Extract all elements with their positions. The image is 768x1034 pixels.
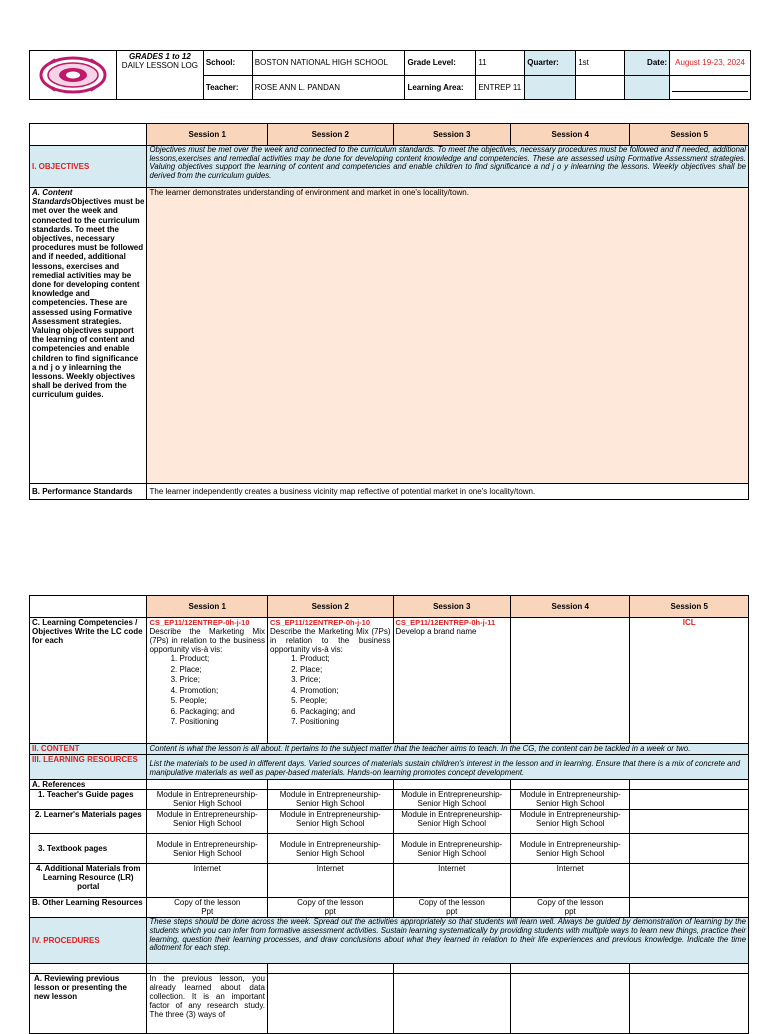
lc-session-2 <box>267 618 393 744</box>
ppt-text: ppt <box>446 907 458 916</box>
empty-cell <box>267 780 393 790</box>
module-cell: Module in Entrepreneurship-Senior High School <box>393 810 510 834</box>
list-item: 1. Product; <box>179 654 265 665</box>
header-table <box>29 50 751 100</box>
empty-cell <box>630 964 749 974</box>
empty-cell <box>393 964 510 974</box>
internet-cell: Internet <box>147 864 268 898</box>
empty-cell <box>525 75 576 100</box>
list-item: 2. Place; <box>300 665 391 676</box>
empty-cell <box>267 974 393 1034</box>
references-label: A. References <box>30 780 147 790</box>
ppt-text: ppt <box>324 907 336 916</box>
empty-cell <box>625 75 670 100</box>
session-header: Session 2 <box>267 596 393 618</box>
additional-materials-label: 4. Additional Materials from Learning Resource (LR) portal <box>30 864 147 898</box>
empty-cell <box>147 780 268 790</box>
copy-text: Copy of the lesson <box>418 898 485 907</box>
lc-code: CS_EP11/12ENTREP-0h-j-10 <box>149 618 250 627</box>
grades-label: GRADES 1 to 12 <box>128 52 191 61</box>
module-cell: Module in Entrepreneurship-Senior High School <box>510 790 629 810</box>
empty-cell <box>576 75 625 100</box>
seven-ps-list <box>149 654 265 728</box>
empty-cell <box>670 75 751 100</box>
module-cell: Module in Entrepreneurship-Senior High School <box>267 810 393 834</box>
lc-text: Describe the Marketing Mix (7Ps) in relation to the business opportunity vis-à vis: <box>149 627 265 654</box>
module-cell: Module in Entrepreneurship-Senior High School <box>510 834 629 864</box>
teacher-value: ROSE ANN L. PANDAN <box>252 75 405 100</box>
textbook-pages-label: 3. Textbook pages <box>30 834 147 864</box>
empty-cell <box>630 810 749 834</box>
copy-cell <box>147 898 268 918</box>
module-cell: Module in Entrepreneurship-Senior High School <box>147 810 268 834</box>
procedures-label: IV. PROCEDURES <box>30 918 147 964</box>
content-label: II. CONTENT <box>30 744 147 755</box>
list-item: 3. Price; <box>179 675 265 686</box>
content-standards-desc: Objectives must be met over the week and connected to the curriculum standards. To meet the objectives, necessary procedures must be followed and if needed, additional lessons, exercises and remedial activities may be done for developing content knowledge and competencies. These are assessed using Formative Assessment strategies. Valuing objectives support the learning of content and competencies and enable children to find significance a nd j o y inlearning the lessons. Weekly objectives shall be derived from the curriculum guides. <box>32 197 145 400</box>
other-resources-label: B. Other Learning Resources <box>30 898 147 918</box>
empty-cell <box>267 964 393 974</box>
session-header: Session 2 <box>267 124 393 146</box>
module-cell: Module in Entrepreneurship-Senior High School <box>510 810 629 834</box>
log-title: DAILY LESSON LOG <box>121 61 198 70</box>
module-cell: Module in Entrepreneurship-Senior High School <box>147 834 268 864</box>
seven-ps-list <box>270 654 391 728</box>
quarter-label: Quarter: <box>525 51 576 76</box>
content-standards-label <box>30 188 147 484</box>
teachers-guide-label: 1. Teacher's Guide pages <box>30 790 147 810</box>
objectives-label: I. OBJECTIVES <box>30 146 147 188</box>
session-header: Session 3 <box>393 596 510 618</box>
list-item: 2. Place; <box>179 665 265 676</box>
performance-standards-label: B. Performance Standards <box>30 484 147 500</box>
grade-level-label: Grade Level: <box>405 51 476 76</box>
empty-cell <box>630 898 749 918</box>
copy-text: Copy of the lesson <box>174 898 241 907</box>
log-title-cell <box>116 51 203 100</box>
lc-text: Describe the Marketing Mix (7Ps) in relation to the business opportunity vis-à vis: <box>269 627 391 654</box>
lc-code: CS_EP11/12ENTREP-0h-j-10 <box>269 618 371 627</box>
review-text: In the previous lesson, you already learned about data collection. It is an important factor of any research study. The three (3) ways of <box>147 974 268 1034</box>
list-item: 1. Product; <box>300 654 391 665</box>
performance-standards-text: The learner independently creates a business vicinity map reflective of potential market in one's locality/town. <box>147 484 749 500</box>
copy-cell <box>267 898 393 918</box>
list-item: 3. Price; <box>300 675 391 686</box>
content-text: Content is what the lesson is all about. It pertains to the subject matter that the teacher aims to teach. In the CG, the content can be tackled in a week or two. <box>147 744 749 755</box>
internet-cell: Internet <box>267 864 393 898</box>
procedures-text: These steps should be done across the week. Spread out the activities appropriately so that students will learn well. Always be guided by demonstration of learning by the students which you can infer from formative assessment activities. Sustain learning systematically by providing students with multiple ways to learn new things, practice their learning, question their learning processes, and draw conclusions about what they learned in relation to their life experiences and previous knowledge. Indicate the time allotment for each step. <box>147 918 749 964</box>
empty-cell <box>630 864 749 898</box>
list-item: 7. Positioning <box>300 717 391 728</box>
ppt-text: Ppt <box>201 907 214 916</box>
copy-text: Copy of the lesson <box>537 898 604 907</box>
module-cell: Module in Entrepreneurship-Senior High School <box>393 790 510 810</box>
grade-level-value: 11 <box>476 51 525 76</box>
learning-resources-text: List the materials to be used in different days. Varied sources of materials sustain children's interest in the lesson and in learning. Ensure that there is a mix of concrete and manipulative materials as well as paper-based materials. Hands-on learning promotes concept development. <box>147 755 749 780</box>
list-item: 5. People; <box>300 696 391 707</box>
empty-cell <box>510 780 629 790</box>
procedures-table <box>29 595 749 1034</box>
copy-cell <box>510 898 629 918</box>
learning-resources-label: III. LEARNING RESOURCES <box>30 755 147 780</box>
lc-session-3 <box>393 618 510 744</box>
internet-cell: Internet <box>510 864 629 898</box>
deped-seal-icon <box>32 55 114 95</box>
empty-cell <box>510 964 629 974</box>
teacher-label: Teacher: <box>203 75 252 100</box>
empty-cell <box>393 780 510 790</box>
logo-cell <box>30 51 117 100</box>
content-standards-title: A. Content Standards <box>32 188 73 207</box>
session-header: Session 4 <box>510 124 629 146</box>
lc-label: C. Learning Competencies / Objectives Write the LC code for each <box>30 618 147 744</box>
lc-session-4 <box>510 618 629 744</box>
empty-cell <box>630 790 749 810</box>
corner-cell <box>30 596 147 618</box>
lc-text: Develop a brand name <box>395 627 477 636</box>
session-header: Session 3 <box>393 124 510 146</box>
list-item: 4. Promotion; <box>300 686 391 697</box>
session-header: Session 4 <box>510 596 629 618</box>
date-value: August 19-23, 2024 <box>670 51 751 76</box>
corner-cell <box>30 124 147 146</box>
review-label: A. Reviewing previous lesson or presenting the new lesson <box>30 974 147 1034</box>
empty-cell <box>147 964 268 974</box>
empty-cell <box>630 974 749 1034</box>
learners-materials-label: 2. Learner's Materials pages <box>30 810 147 834</box>
objectives-table <box>29 123 749 500</box>
module-cell: Module in Entrepreneurship-Senior High School <box>147 790 268 810</box>
copy-text: Copy of the lesson <box>297 898 364 907</box>
learning-area-label: Learning Area: <box>405 75 476 100</box>
lc-session-5: ICL <box>630 618 749 744</box>
date-label: Date: <box>625 51 670 76</box>
objectives-text: Objectives must be met over the week and connected to the curriculum standards. To meet the objectives, necessary procedures must be followed and if needed, additional lessons,exercises and remedial activities may be done for developing content knowledge and competencies. These are assessed using Formative Assessment strategies. Valuing objectives support the learning of content and competencies and enable children to find significance a nd j o y inlearning the lessons. Weekly objectives shall be derived from the curriculum guides. <box>147 146 749 188</box>
ppt-text: ppt <box>564 907 576 916</box>
school-value: BOSTON NATIONAL HIGH SCHOOL <box>252 51 405 76</box>
session-header: Session 1 <box>147 124 268 146</box>
empty-cell <box>630 780 749 790</box>
list-item: 6. Packaging; and <box>179 707 265 718</box>
empty-cell <box>510 974 629 1034</box>
module-cell: Module in Entrepreneurship-Senior High School <box>393 834 510 864</box>
list-item: 6. Packaging; and <box>300 707 391 718</box>
empty-cell <box>393 974 510 1034</box>
school-label: School: <box>203 51 252 76</box>
list-item: 5. People; <box>179 696 265 707</box>
empty-cell <box>630 834 749 864</box>
lc-session-1 <box>147 618 268 744</box>
internet-cell: Internet <box>393 864 510 898</box>
list-item: 7. Positioning <box>179 717 265 728</box>
learning-area-value: ENTREP 11 <box>476 75 525 100</box>
module-cell: Module in Entrepreneurship-Senior High School <box>267 834 393 864</box>
empty-cell <box>30 964 147 974</box>
quarter-value: 1st <box>576 51 625 76</box>
copy-cell <box>393 898 510 918</box>
session-header: Session 5 <box>630 124 749 146</box>
module-cell: Module in Entrepreneurship-Senior High School <box>267 790 393 810</box>
session-header: Session 5 <box>630 596 749 618</box>
content-standards-text: The learner demonstrates understanding of environment and market in one's locality/town. <box>147 188 749 484</box>
session-header: Session 1 <box>147 596 268 618</box>
list-item: 4. Promotion; <box>179 686 265 697</box>
lc-code: CS_EP11/12ENTREP-0h-j-11 <box>395 618 496 627</box>
